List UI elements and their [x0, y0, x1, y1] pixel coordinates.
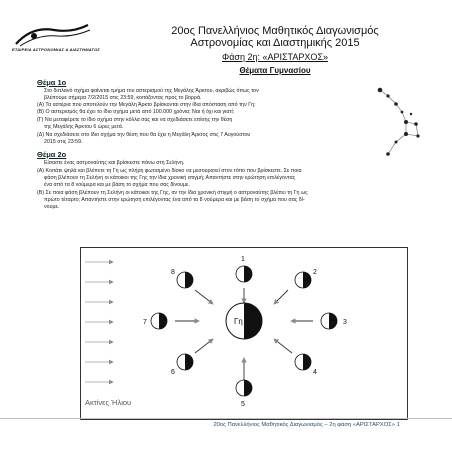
topic2-question-a-line2: φάση βλέπουν τη Σελήνη οι κάτοικοι της Γης την ίδια χρονική στιγμή; Απαντήστε στην ερώτηση επιλέγοντας	[44, 175, 296, 181]
moon-number-6: 6	[171, 369, 175, 376]
moon-8	[177, 272, 193, 288]
phase-title: Φάση 2η: «ΑΡΙΣΤΑΡΧΟΣ»	[222, 52, 328, 62]
moon-6	[177, 354, 193, 370]
sun-ray-lines	[85, 262, 113, 382]
moon-number-2: 2	[313, 269, 317, 276]
footer-text: 20ος Πανελλήνιος Μαθητικός Διαγωνισμός – 2η φάση «ΑΡΙΣΤΑΡΧΟΣ»	[213, 422, 395, 428]
moon-number-1: 1	[241, 256, 245, 263]
topic2-question-a-line3: ένα από τα 8 νούμερα και με βάση το σχήμα που σας δίνουμε.	[44, 182, 190, 188]
topic1-question-b: (Β) Ο αστερισμός θα έχει το ίδιο σχήμα μετά από 100.000 χρόνια; Ναι ή όχι και γιατί;	[37, 109, 235, 115]
moon-phases-diagram	[80, 247, 408, 420]
page-number: 1	[396, 422, 400, 428]
big-dipper-figure	[366, 84, 426, 162]
moon-1	[236, 266, 252, 282]
topic1-heading: Θέμα 1ο	[37, 78, 67, 87]
topic2-heading: Θέμα 2ο	[37, 150, 67, 159]
topic2-question-a-line1: (Α) Κοιτάτε ψηλά και βλέπετε τη Γη ως πλήρη φωτισμένο δίσκο να μεσουρανεί στον τόπο που βρίσκεστε. Σε ποια	[37, 168, 302, 174]
earth	[226, 303, 262, 339]
topic1-question-d-line2: 2015 στις 23:59.	[44, 139, 83, 145]
moon-number-4: 4	[313, 369, 317, 376]
moon-phases-svg	[81, 248, 409, 421]
moon-number-7: 7	[143, 319, 147, 326]
page-footer	[0, 418, 452, 433]
section-title: Θέματα Γυμνασίου	[239, 66, 311, 75]
moon-3	[321, 313, 337, 329]
earth-label: Γη	[234, 317, 243, 326]
moon-5	[236, 380, 252, 396]
sun-rays-label: Ακτίνες Ήλιου	[85, 398, 132, 407]
topic1-question-c-line2: της Μεγάλης Άρκτου 6 ώρες μετά.	[44, 124, 124, 130]
moon-7	[151, 313, 167, 329]
topic2-question-b-line3: νουμε.	[44, 204, 60, 210]
competition-subtitle: Αστρονομίας και Διαστημικής 2015	[190, 37, 360, 49]
moon-number-3: 3	[343, 319, 347, 326]
competition-title: 20ος Πανελλήνιος Μαθητικός Διαγωνισμός	[171, 25, 379, 37]
moon-4	[295, 354, 311, 370]
topic1-question-a: (Α) Τα αστέρια που αποτελούν την Μεγάλη Άρκτο βρίσκονται στην ίδια απόσταση από την Γη;	[37, 102, 256, 108]
topic1-question-c-line1: (Γ) Να μεταφέρετε το ίδιο σχήμα στην κόλλα σας και να σχεδιάσετε επίσης την θέση	[37, 117, 233, 123]
topic2-question-b-line2: πρώτο τέταρτο; Απαντήστε στην ερώτηση επιλέγοντας ένα από τα 8 νούμερα και με βάση το σχήμα που σας δί-	[44, 197, 305, 203]
topic1-intro-line1: Στο διπλανό σχήμα φαίνεται τμήμα του αστερισμού της Μεγάλης Άρκτου, ακριβώς όπως τον	[44, 88, 259, 94]
moon-2	[295, 272, 311, 288]
moon-number-8: 8	[171, 269, 175, 276]
moon-number-5: 5	[241, 401, 245, 408]
topic2-intro: Είσαστε ένας αστροναύτης και βρίσκεστε πάνω στη Σελήνη.	[44, 160, 185, 166]
topic1-intro-line2: βλέπουμε σήμερα 7/2/2015 στις 23:59, κοιτάζοντας προς το βορρά.	[44, 95, 202, 101]
topic1-question-d-line1: (Δ) Να σχεδιάσετε στο ίδιο σχήμα την θέση που θα έχει η Μεγάλη Άρκτος στις 7 Αυγούστου	[37, 132, 251, 138]
sun-rays-arrows	[18, 262, 80, 412]
topic2-question-b-line1: (Β) Σε ποια φάση βλέπουν τη Σελήνη οι κάτοικοι της Γης, αν την ίδια χρονική στιγμή ο αστροναύτης βλέπει τη Γη ως	[37, 190, 308, 196]
logo-caption: ΕΤΑΙΡΕΙΑ ΑΣΤΡΟΝΟΜΙΑΣ & ΔΙΑΣΤΗΜΑΤΟΣ	[12, 47, 100, 52]
